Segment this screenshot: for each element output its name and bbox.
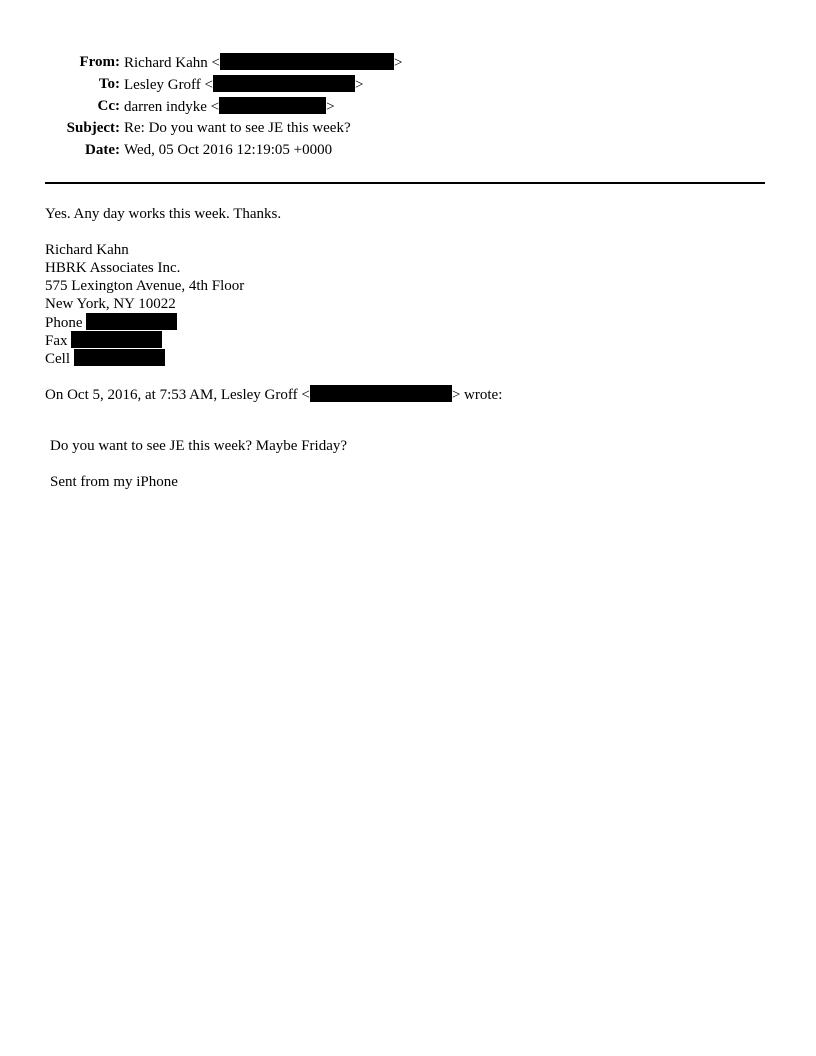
from-value (124, 53, 402, 72)
quote-header-post: > wrote: (451, 387, 503, 403)
date-value: Wed, 05 Oct 2016 12:19:05 +0000 (124, 142, 333, 158)
cc-label: Cc: (97, 98, 120, 114)
quote-header (45, 385, 502, 404)
date-label: Date: (85, 142, 120, 158)
signature-fax (45, 331, 244, 349)
quoted-message: Do you want to see JE this week? Maybe Friday? (50, 438, 348, 454)
cc-name: darren indyke < (124, 99, 220, 115)
to-label: To: (98, 76, 120, 92)
cc-value (124, 97, 335, 116)
redaction-box (213, 75, 355, 92)
redaction-box (71, 331, 162, 348)
header-divider (45, 182, 765, 184)
signature-phone (45, 313, 244, 331)
subject-value: Re: Do you want to see JE this week? (124, 120, 351, 136)
signature-address-line2: New York, NY 10022 (45, 296, 176, 312)
cc-close: > (326, 99, 335, 115)
from-label: From: (79, 54, 120, 70)
signature-address-line1: 575 Lexington Avenue, 4th Floor (45, 278, 245, 294)
signature-name: Richard Kahn (45, 242, 129, 258)
reply-text: Yes. Any day works this week. Thanks. (45, 206, 282, 222)
phone-label: Phone (45, 315, 83, 331)
redaction-box (86, 313, 177, 330)
from-close: > (393, 55, 403, 71)
redaction-box (74, 349, 165, 366)
quote-header-pre: On Oct 5, 2016, at 7:53 AM, Lesley Groff < (45, 387, 310, 403)
redaction-box (310, 385, 452, 402)
signature-cell (45, 349, 244, 367)
redaction-box (219, 97, 326, 114)
to-value (124, 75, 363, 94)
signature-block (45, 241, 244, 367)
fax-label: Fax (45, 333, 68, 349)
to-name: Lesley Groff < (124, 77, 213, 93)
cell-label: Cell (45, 351, 70, 367)
to-close: > (355, 77, 364, 93)
subject-label: Subject: (66, 120, 120, 136)
redaction-box (220, 53, 394, 70)
from-name: Richard Kahn < (124, 55, 220, 71)
quoted-signature: Sent from my iPhone (50, 474, 178, 490)
signature-company: HBRK Associates Inc. (45, 260, 181, 276)
